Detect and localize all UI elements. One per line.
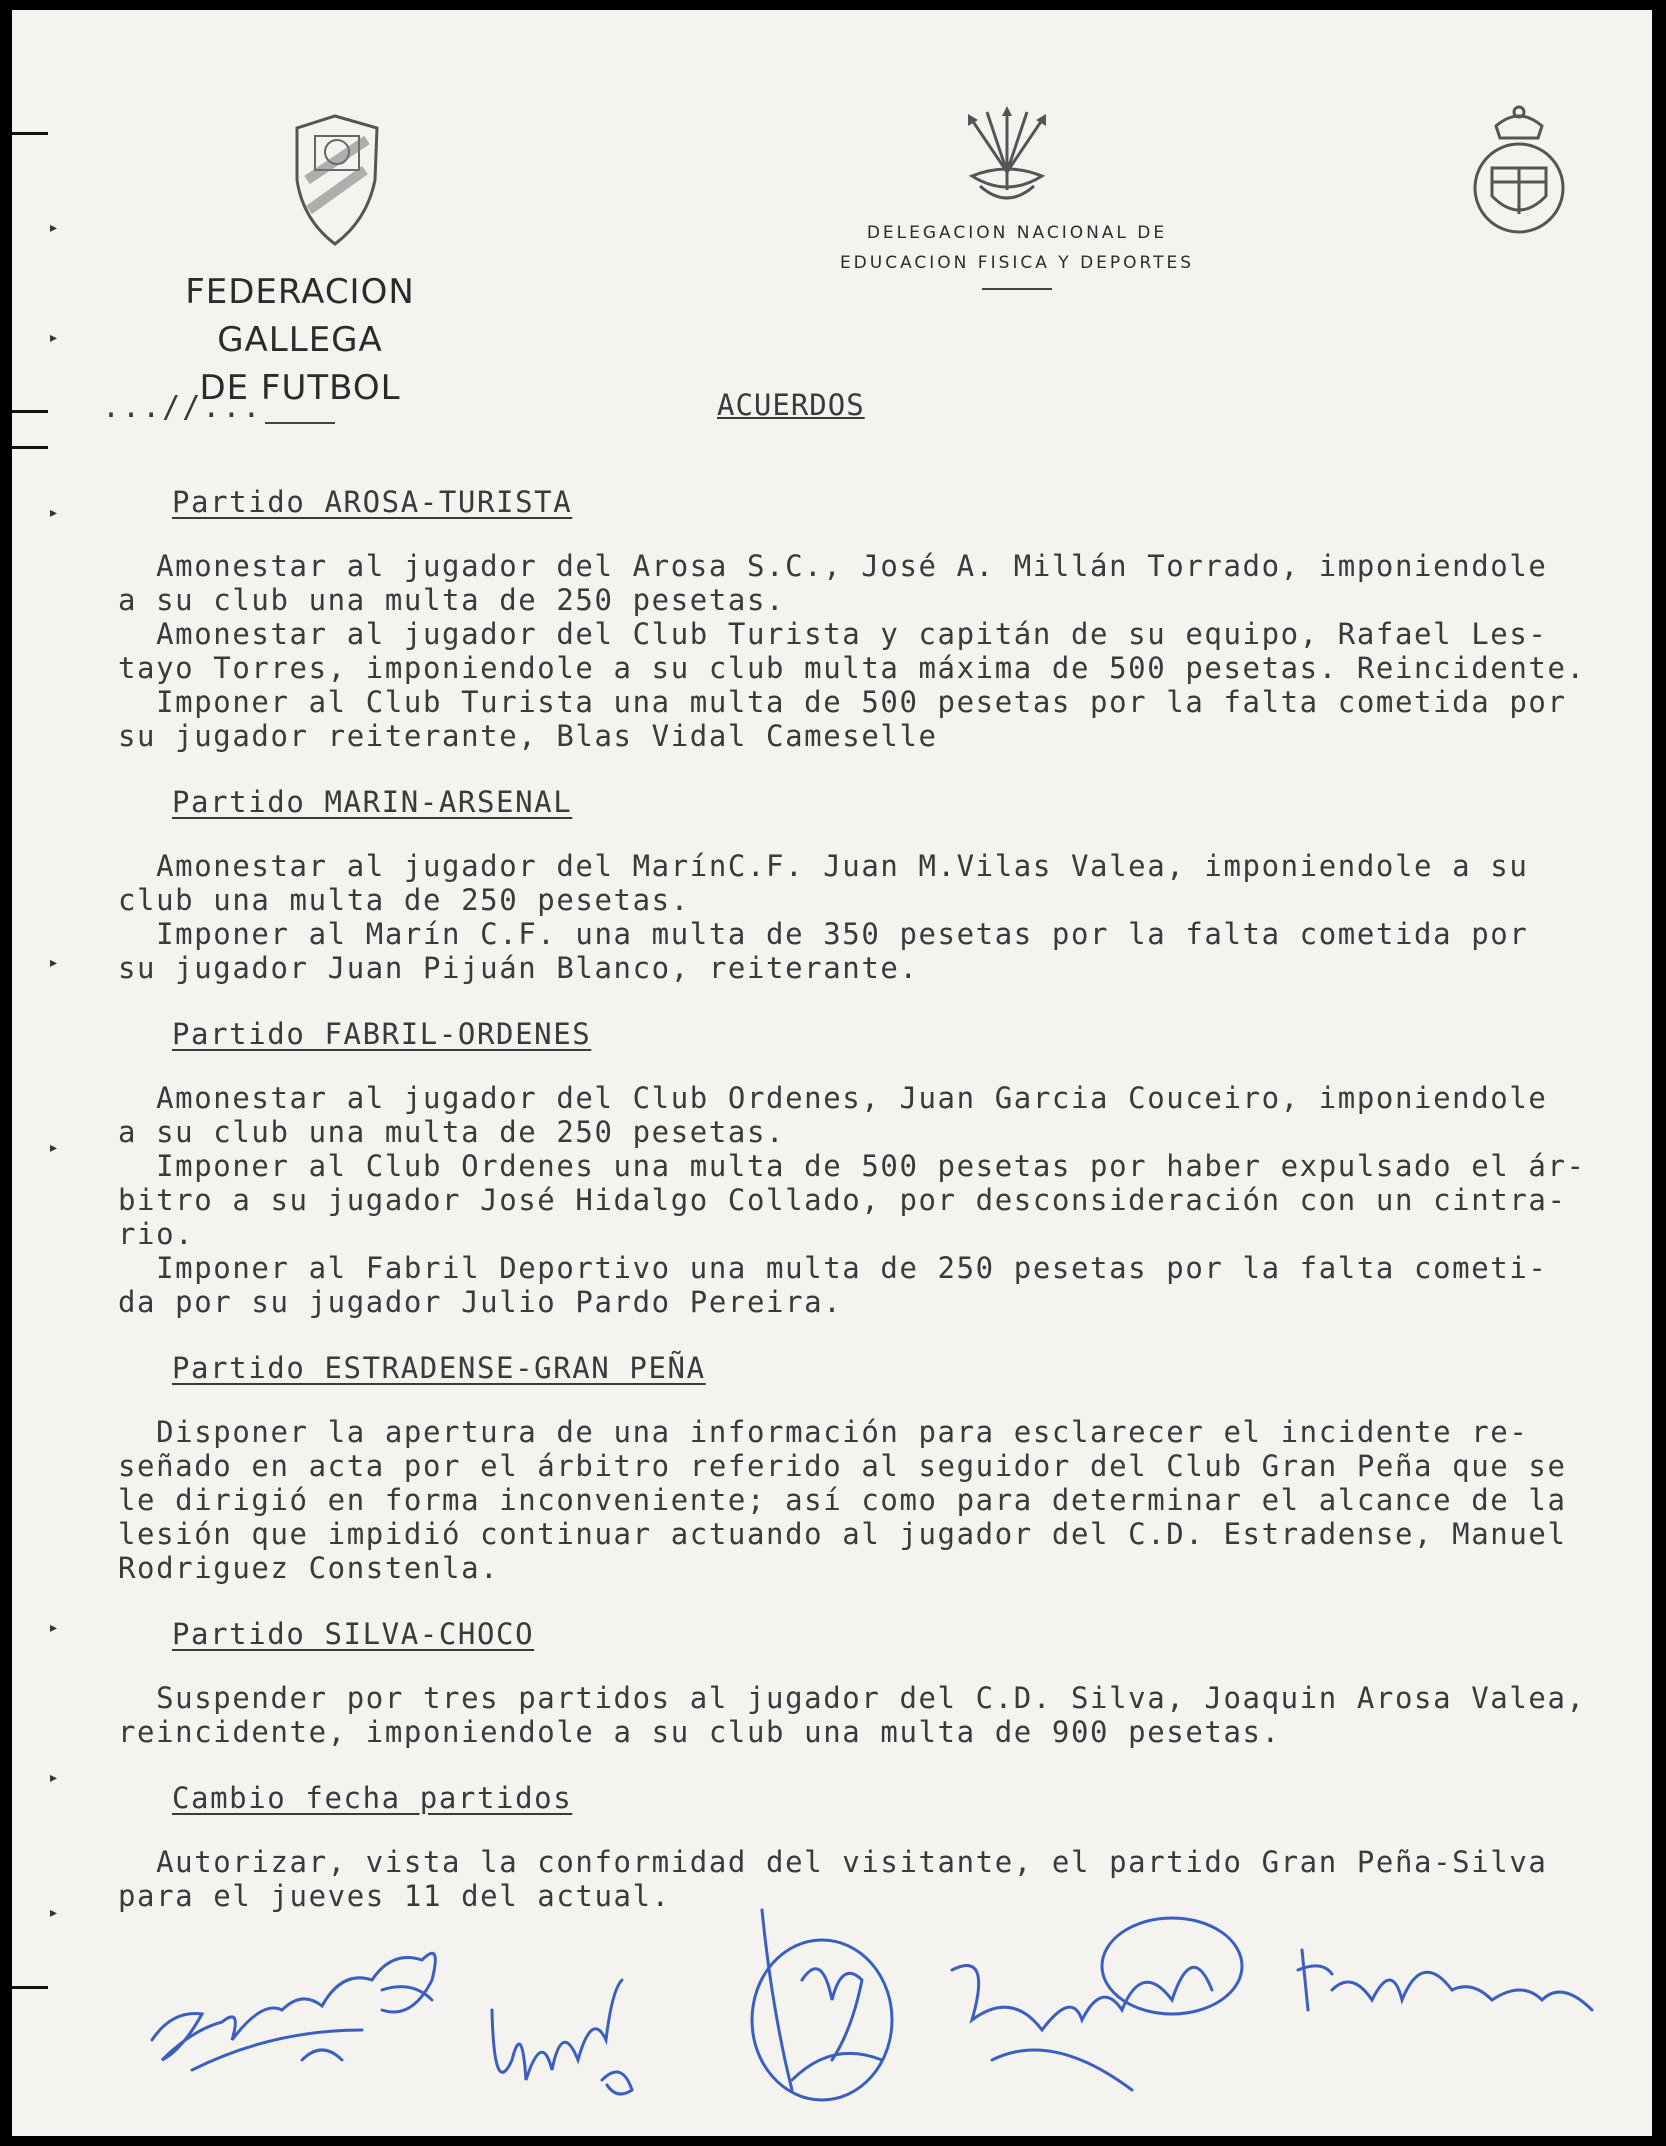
binder-mark: [12, 446, 48, 449]
delegation-name: [792, 218, 1242, 290]
text-line: su jugador reiterante, Blas Vidal Cameselle: [118, 719, 938, 753]
signature-1: [132, 1910, 472, 2090]
margin-mark: ▸: [50, 1620, 58, 1636]
text-line: Imponer al Club Ordenes una multa de 500 pesetas por haber expulsado el ár-: [118, 1149, 1586, 1183]
text-line: para el jueves 11 del actual.: [118, 1879, 671, 1913]
text-line: lesión que impidió continuar actuando al jugador del C.D. Estradense, Manuel: [118, 1517, 1567, 1551]
text-line: Imponer al Marín C.F. una multa de 350 pesetas por la falta cometida por: [118, 917, 1529, 951]
divider: [982, 288, 1052, 290]
section-heading: Partido AROSA-TURISTA: [172, 485, 573, 519]
text-line: bitro a su jugador José Hidalgo Collado, por desconsideración con un cintra-: [118, 1183, 1567, 1217]
section-heading: Partido SILVA-CHOCO: [172, 1617, 535, 1651]
section-silva-choco: [118, 1617, 1652, 1749]
section-heading: Partido FABRIL-ORDENES: [172, 1017, 592, 1051]
document-page: [12, 10, 1652, 2136]
binder-mark: [12, 1986, 48, 1989]
margin-mark: ▸: [50, 1770, 58, 1786]
text-line: señado en acta por el árbitro referido al seguidor del Club Gran Peña que se: [118, 1449, 1567, 1483]
text-line: Imponer al Club Turista una multa de 500 pesetas por la falta cometida por: [118, 685, 1567, 719]
section-heading: Partido MARIN-ARSENAL: [172, 785, 573, 819]
delegation-name-line2: EDUCACION FISICA Y DEPORTES: [839, 253, 1195, 273]
signature-4: [932, 1910, 1292, 2110]
federation-shield-logo: [287, 110, 387, 250]
federation-name-line1: FEDERACION GALLEGA: [185, 272, 415, 360]
text-line: a su club una multa de 250 pesetas.: [118, 583, 786, 617]
margin-mark: ▸: [50, 955, 58, 971]
page-title: ACUERDOS: [717, 388, 865, 422]
federation-name-line2: DE FUTBOL: [199, 368, 401, 408]
agreements-body: [118, 485, 1652, 1945]
binder-mark: [12, 132, 48, 135]
yoke-and-arrows-emblem: [952, 102, 1062, 212]
signature-2: [482, 1950, 662, 2130]
text-line: Imponer al Fabril Deportivo una multa de 250 pesetas por la falta cometi-: [118, 1251, 1548, 1285]
signature-5: [1292, 1940, 1612, 2040]
margin-mark: ▸: [50, 1905, 58, 1921]
text-line: Rodriguez Constenla.: [118, 1551, 500, 1585]
margin-mark: ▸: [50, 330, 58, 346]
text-line: Autorizar, vista la conformidad del visitante, el partido Gran Peña-Silva: [118, 1845, 1548, 1879]
text-line: club una multa de 250 pesetas.: [118, 883, 690, 917]
margin-mark: ▸: [50, 220, 58, 236]
text-line: reincidente, imponiendole a su club una multa de 900 pesetas.: [118, 1715, 1281, 1749]
text-line: rio.: [118, 1217, 195, 1251]
text-line: le dirigió en forma inconveniente; así como para determinar el alcance de la: [118, 1483, 1567, 1517]
reference-mark: ...//...: [102, 390, 263, 425]
section-estradense-gran-pena: [118, 1351, 1652, 1585]
text-line: Amonestar al jugador del Club Ordenes, Juan Garcia Couceiro, imponiendole: [118, 1081, 1548, 1115]
delegation-name-line1: DELEGACION NACIONAL DE: [866, 223, 1168, 243]
text-line: Amonestar al jugador del Arosa S.C., José A. Millán Torrado, imponiendole: [118, 549, 1548, 583]
section-heading: Cambio fecha partidos: [172, 1781, 573, 1815]
section-arosa-turista: [118, 485, 1652, 753]
margin-mark: ▸: [50, 505, 58, 521]
text-line: Suspender por tres partidos al jugador del C.D. Silva, Joaquin Arosa Valea,: [118, 1681, 1586, 1715]
text-line: Amonestar al jugador del Club Turista y capitán de su equipo, Rafael Les-: [118, 617, 1548, 651]
binder-mark: [12, 410, 48, 413]
text-line: Amonestar al jugador del MarínC.F. Juan M.Vilas Valea, imponiendole a su: [118, 849, 1529, 883]
margin-mark: ▸: [50, 1140, 58, 1156]
text-line: a su club una multa de 250 pesetas.: [118, 1115, 786, 1149]
text-line: su jugador Juan Pijuán Blanco, reiterante.: [118, 951, 919, 985]
royal-crest-logo: [1464, 98, 1574, 238]
section-fabril-ordenes: [118, 1017, 1652, 1319]
divider: [265, 422, 335, 424]
signature-3: [732, 1890, 932, 2120]
section-heading: Partido ESTRADENSE-GRAN PEÑA: [172, 1351, 706, 1385]
section-marin-arsenal: [118, 785, 1652, 985]
text-line: da por su jugador Julio Pardo Pereira.: [118, 1285, 843, 1319]
text-line: Disponer la apertura de una información para esclarecer el incidente re-: [118, 1415, 1529, 1449]
text-line: tayo Torres, imponiendole a su club multa máxima de 500 pesetas. Reincidente.: [118, 651, 1586, 685]
